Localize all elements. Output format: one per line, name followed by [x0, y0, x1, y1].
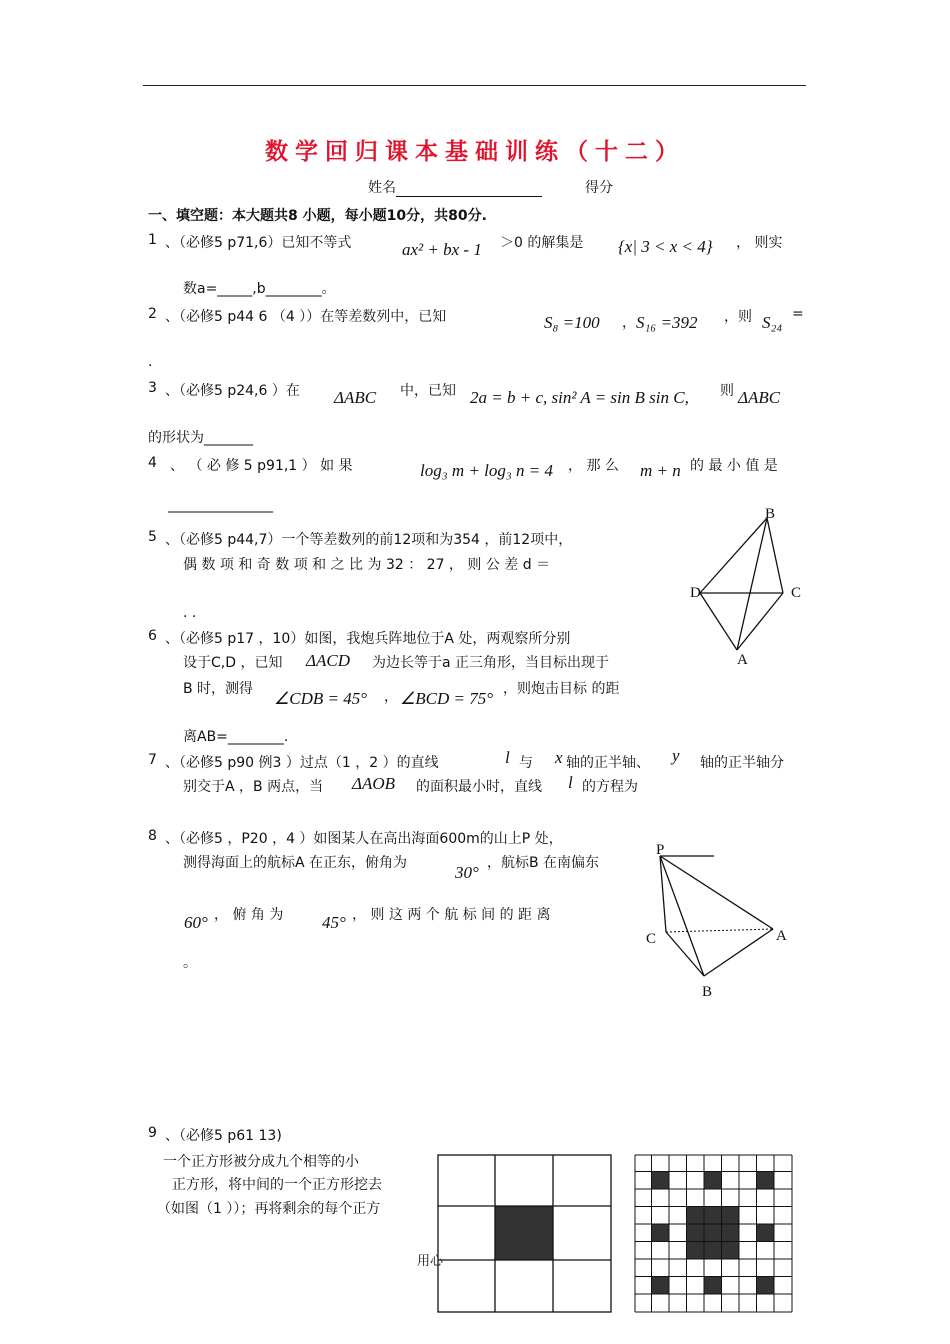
- fig6-label-d: D: [690, 585, 701, 601]
- q7-line2-b: 的面积最小时，直线: [416, 779, 542, 795]
- q8-math-30: 30°: [455, 863, 479, 882]
- q2-text-b: ，则: [724, 309, 752, 325]
- fig9b-removed-cell: [652, 1277, 670, 1295]
- q7-math-y: y: [672, 746, 680, 765]
- q9-line2: 一个正方形被分成九个相等的小: [163, 1154, 359, 1170]
- q7-math-x: x: [555, 748, 563, 767]
- q4-line2: _______________: [168, 497, 273, 513]
- q5-number: 5: [148, 529, 157, 545]
- q6-line2-a: 设于C,D ，已知: [183, 655, 283, 671]
- q1-text-a: 、（必修5 p71,6）已知不等式: [165, 235, 352, 251]
- q1-number: 1: [148, 232, 157, 248]
- q9-number: 9: [148, 1125, 157, 1141]
- q8-line4: 。: [183, 955, 197, 971]
- fig9b-removed-cell: [757, 1172, 775, 1190]
- fig8-label-p: P: [656, 842, 665, 858]
- fig8-label-b: B: [702, 984, 713, 1000]
- fig9b-removed-center: [686, 1206, 739, 1259]
- q6-math-bcd: ∠BCD = 75°: [400, 689, 494, 708]
- q2-math-s16: S₁₆ =392: [636, 313, 698, 332]
- fig9b-removed-cell: [652, 1172, 670, 1190]
- q5-line3: . .: [183, 605, 197, 621]
- q1-math-ineq: ax² + bx - 1: [402, 240, 482, 259]
- q5-line2: 偶 数 项 和 奇 数 项 和 之 比 为 32 ： 27 ， 则 公 差 d ＝: [183, 557, 551, 573]
- q2-math-s8: S₈ =100: [544, 313, 600, 332]
- q4-number: 4: [148, 455, 157, 471]
- q7-text-b: 与: [519, 755, 533, 771]
- section-header: 一、填空题：本大题共8 小题，每小题10分，共80分.: [148, 208, 487, 224]
- q8-line1: 、（必修5 ，P20 ，4 ）如图某人在高出海面600m的山上P 处，: [165, 831, 563, 847]
- fig8-edge-pc: [660, 856, 666, 932]
- q4-text-b: ， 那 么: [568, 458, 619, 474]
- fig8-edge-cb: [666, 932, 704, 976]
- q4-text-a: 、 （ 必 修 5 p91,1 ） 如 果: [170, 458, 353, 474]
- q9-line3: 正方形，将中间的一个正方形挖去: [172, 1177, 382, 1193]
- fig8-label-c: C: [646, 931, 657, 947]
- fig8-edge-ca: [666, 929, 773, 932]
- q6-math-cdb: ∠CDB = 45°: [274, 689, 368, 708]
- score-label: 得分: [585, 180, 613, 196]
- fig8-label-a: A: [776, 928, 787, 944]
- q6-number: 6: [148, 628, 157, 644]
- q7-math-l2: l: [568, 773, 573, 792]
- q4-text-c: 的 最 小 值 是: [690, 458, 778, 474]
- q8-math-45: 45°: [322, 913, 346, 932]
- fig8-edge-ab: [704, 929, 773, 976]
- q4-math-mn: m + n: [640, 461, 681, 480]
- q1-math-set: {x| 3 < x < 4}: [618, 237, 713, 256]
- q8-line3-b: ， 则 这 两 个 航 标 间 的 距 离: [352, 907, 551, 923]
- q1-line2: 数a=_____,b________。: [183, 281, 336, 297]
- q8-line2-a: 测得海面上的航标A 在正东，俯角为: [183, 855, 408, 871]
- q7-line2-c: 的方程为: [582, 779, 638, 795]
- q7-line2-a: 别交于A ，B 两点，当: [183, 779, 324, 795]
- q6-comma: ，: [384, 689, 398, 705]
- q7-math-l: l: [505, 748, 510, 767]
- q6-math-acd: ΔACD: [306, 651, 350, 670]
- fig8-edge-pa: [660, 856, 773, 929]
- q8-number: 8: [148, 828, 157, 844]
- q7-text-a: 、（必修5 p90 例3 ）过点（1 ，2 ）的直线: [165, 755, 439, 771]
- q6-line2-b: 为边长等于a 正三角形，当目标出现于: [372, 655, 610, 671]
- q2-number: 2: [148, 306, 157, 322]
- q2-text-c: =: [792, 306, 804, 322]
- fig9b-removed-cell: [757, 1224, 775, 1242]
- name-label: 姓名: [368, 177, 542, 197]
- q7-text-c: 轴的正半轴、: [566, 755, 650, 771]
- q3-text-c: 则: [720, 383, 734, 399]
- top-rule: [143, 85, 806, 86]
- fig6-edge-bd: [700, 518, 767, 593]
- q6-line1: 、（必修5 p17 ，10）如图，我炮兵阵地位于A 处，两观察所分别: [165, 631, 571, 647]
- q8-line2-b: ，航标B 在南偏东: [487, 855, 600, 871]
- fig9-grid-level1: [437, 1154, 613, 1314]
- fig9b-removed-cell: [757, 1277, 775, 1295]
- q9-line4: （如图（1 ））；再将剩余的每个正方: [157, 1201, 381, 1217]
- q7-text-d: 轴的正半轴分: [700, 755, 784, 771]
- page-title: 数学回归课本基础训练（十二）: [265, 139, 685, 165]
- fig9b-removed-cell: [652, 1224, 670, 1242]
- q7-number: 7: [148, 752, 157, 768]
- q2-math-s24: S₂₄: [762, 313, 783, 332]
- fig6-label-c: C: [791, 585, 802, 601]
- q7-math-aob: ΔAOB: [352, 774, 396, 793]
- footer-fragment: 用心: [417, 1254, 444, 1269]
- q8-math-60: 60°: [184, 913, 208, 932]
- fig9b-removed-cell: [704, 1172, 722, 1190]
- q8-line3-a: ， 俯 角 为: [214, 907, 284, 923]
- fig9-removed-center: [495, 1206, 553, 1260]
- q9-line1: 、（必修5 p61 13): [165, 1128, 282, 1144]
- fig8-tetrahedron: [640, 838, 800, 1003]
- q3-math-abc2: ΔABC: [738, 388, 781, 407]
- q1-text-b: ＞0 的解集是: [500, 235, 584, 251]
- q3-math-abc: ΔABC: [334, 388, 377, 407]
- q3-text-b: 中，已知: [400, 383, 456, 399]
- fig6-edge-bc: [767, 518, 783, 593]
- q6-line4: 离AB=________.: [183, 729, 289, 745]
- fig6-label-b: B: [765, 506, 776, 522]
- q2-comma: ，: [622, 315, 636, 331]
- q3-text-a: 、（必修5 p24,6 ）在: [165, 383, 300, 399]
- fig8-edge-pb: [660, 856, 704, 976]
- q3-line2: 的形状为_______: [148, 430, 253, 446]
- q5-line1: 、（必修5 p44,7）一个等差数列的前12项和为354 ，前12项中，: [165, 532, 573, 548]
- q3-math-cond: 2a = b + c, sin² A = sin B sin C,: [470, 388, 689, 407]
- fig6-edge-ba: [737, 518, 767, 650]
- q4-math-log: log₃ m + log₃ n = 4: [420, 461, 553, 480]
- name-blank: [396, 182, 542, 197]
- q2-line2: .: [148, 354, 153, 370]
- q6-line3-a: B 时，测得: [183, 681, 254, 697]
- fig6-label-a: A: [737, 652, 748, 668]
- q2-text-a: 、（必修5 p44 6 （4 ））在等差数列中，已知: [165, 309, 447, 325]
- fig9b-removed-cell: [704, 1277, 722, 1295]
- fig6-quadrilateral: [685, 500, 815, 675]
- q3-number: 3: [148, 380, 157, 396]
- q1-text-c: ， 则实: [736, 235, 783, 251]
- q6-line3-b: ，则炮击目标 的距: [503, 681, 620, 697]
- fig9-grid-level2: [634, 1154, 794, 1314]
- fig6-edge-da: [700, 593, 737, 650]
